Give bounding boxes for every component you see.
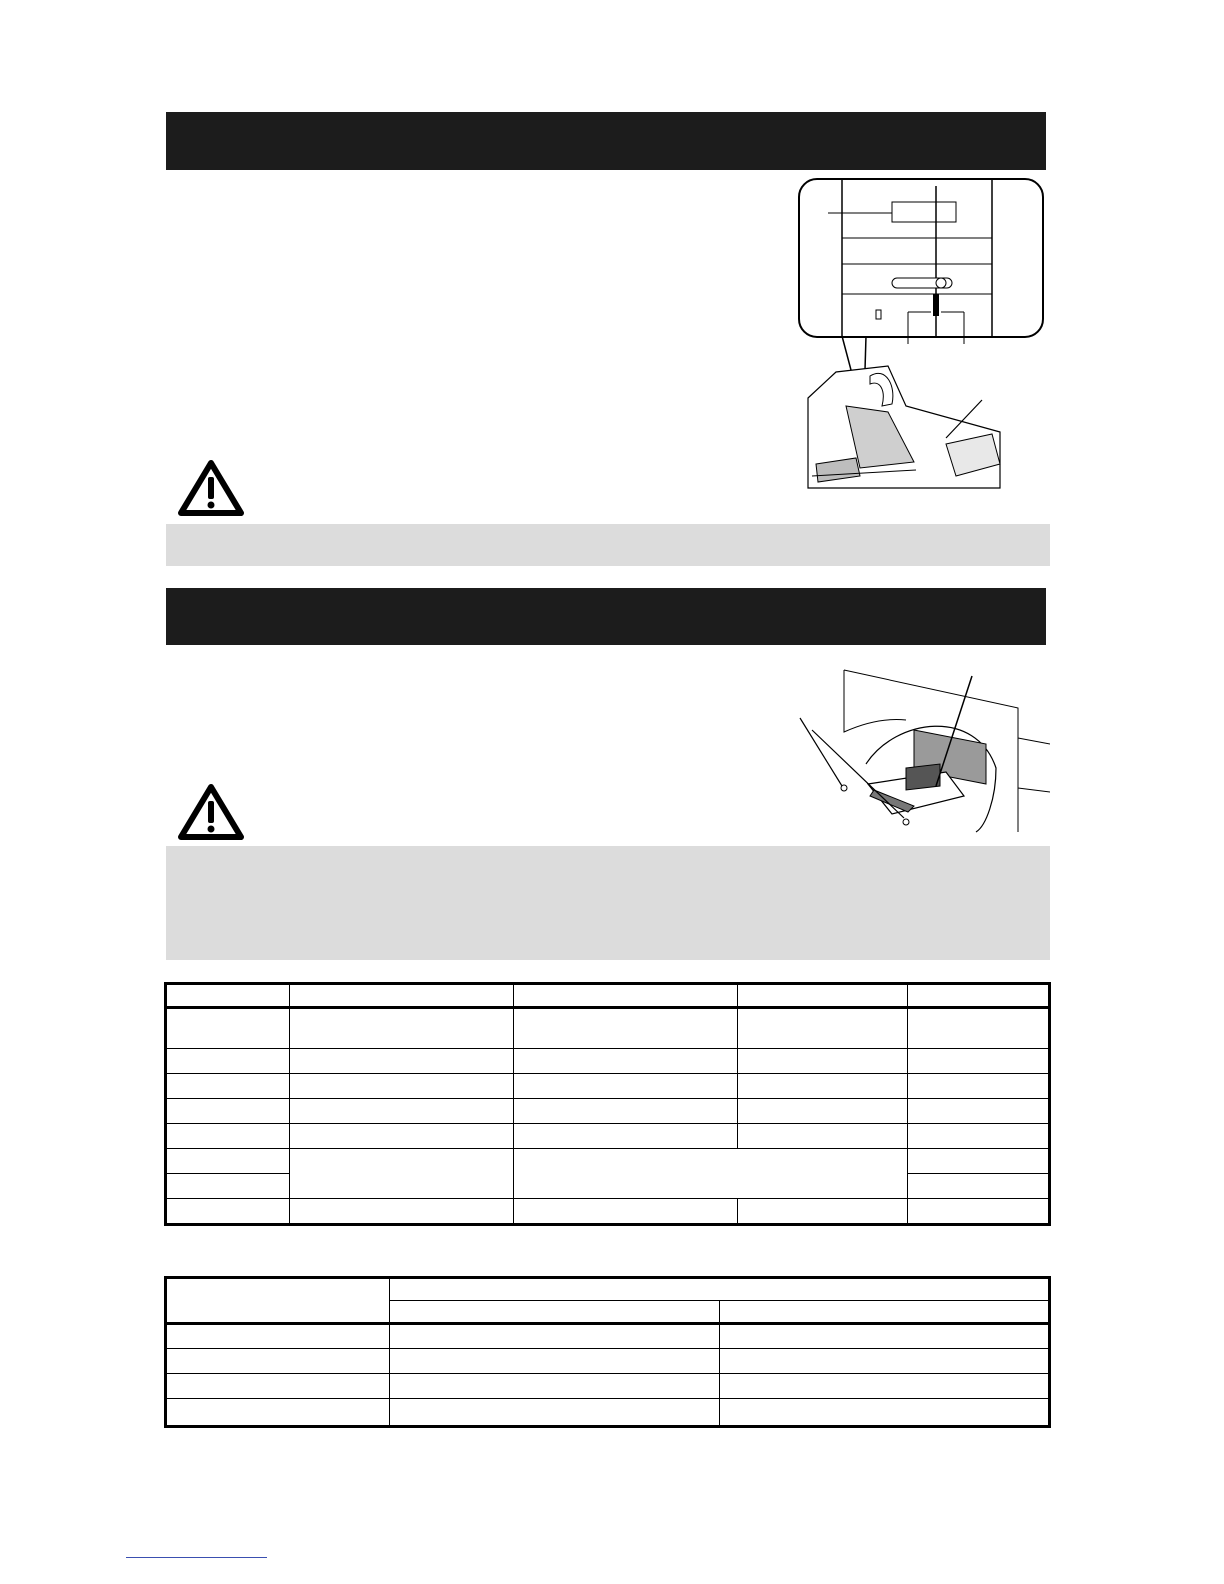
table-header-cell xyxy=(390,1278,1050,1301)
table-header-cell xyxy=(166,1278,390,1324)
table-header-cell xyxy=(290,984,514,1008)
table-header-cell xyxy=(720,1301,1050,1324)
interface-board-illustration xyxy=(796,668,1050,838)
table-row xyxy=(166,1008,1050,1049)
specification-table-1 xyxy=(164,982,1051,1226)
table-row xyxy=(166,1124,1050,1149)
warning-triangle-icon xyxy=(178,784,244,840)
section-header-bar-1 xyxy=(166,112,1046,170)
table-row xyxy=(166,1349,1050,1374)
table-row xyxy=(166,1074,1050,1099)
table-header-cell xyxy=(514,984,738,1008)
table-row xyxy=(166,1049,1050,1074)
table-header-cell xyxy=(908,984,1050,1008)
table-row xyxy=(166,1374,1050,1399)
table-row xyxy=(166,1099,1050,1124)
table-row xyxy=(166,1324,1050,1349)
table-header-row xyxy=(166,984,1050,1008)
footer-link-underline[interactable] xyxy=(126,1557,267,1558)
caution-note-box-1 xyxy=(166,524,1050,566)
table-header-cell xyxy=(390,1301,720,1324)
table-row xyxy=(166,1199,1050,1225)
caution-note-box-2 xyxy=(166,846,1050,960)
table-row xyxy=(166,1149,1050,1174)
table-row xyxy=(166,1399,1050,1427)
printer-detail-illustration xyxy=(796,176,1046,492)
specification-table-2 xyxy=(164,1276,1051,1428)
table-header-cell xyxy=(738,984,908,1008)
table-header-cell xyxy=(166,984,290,1008)
warning-triangle-icon xyxy=(178,460,244,516)
table-header-row xyxy=(166,1278,1050,1301)
section-header-bar-2 xyxy=(166,588,1046,645)
